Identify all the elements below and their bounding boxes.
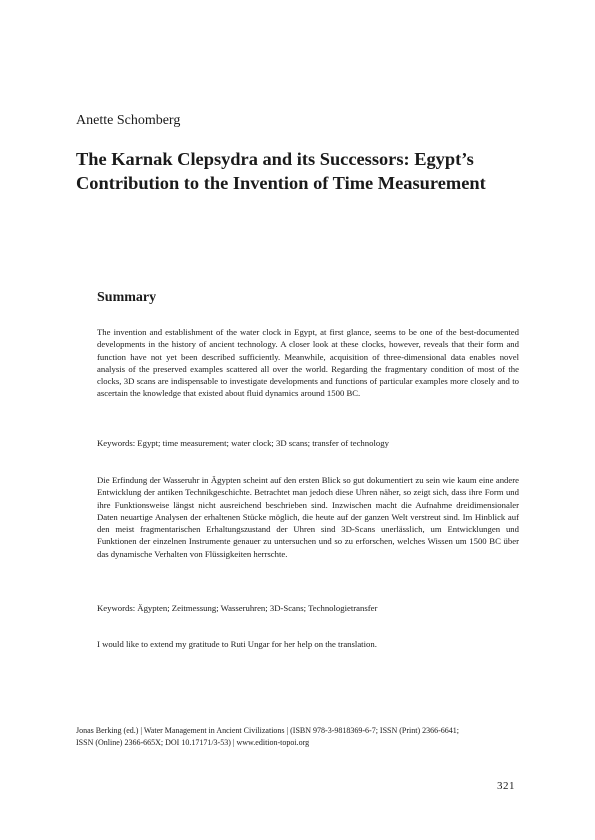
page-number: 321 bbox=[497, 780, 515, 792]
acknowledgement: I would like to extend my gratitude to Ruti Ungar for her help on the translation. bbox=[97, 639, 377, 649]
keywords-english: Keywords: Egypt; time measurement; water clock; 3D scans; transfer of technology bbox=[97, 438, 389, 448]
summary-german: Die Erfindung der Wasseruhr in Ägypten scheint auf den ersten Blick so gut dokumentiert zu sein wie kaum eine andere Entwicklung der antiken Technikgeschichte. Betrachtet man jedoch diese Uhren näher, so zeigt sich, dass ihre Form und ihre Funktionsweise längst nicht ausreichend beschrieben sind. Inzwischen macht die Aufnahme dreidimensionaler Daten neuartige Analysen der erhaltenen Stücke möglich, die heute auf der ganzen Welt verstreut sind. Im Hinblick auf den meist fragmentarischen Erhaltungszustand der Uhren sind 3D-Scans unerlässlich, um Entwicklungen und Funktionen der einzelnen Instrumente genauer zu untersuchen und so zu erforschen, welches Wissen um 1500 BC über das dynamische Verhalten von Flüssigkeiten herrschte. bbox=[97, 475, 519, 559]
article-title: The Karnak Clepsydra and its Successors: Egypt’s Contribution to the Invention of Time Measurement bbox=[76, 149, 486, 193]
summary-english: The invention and establishment of the water clock in Egypt, at first glance, seems to be one of the best-documented developments in the history of ancient technology. A closer look at these clocks, however, reveals that their form and function have not yet been described sufficiently. Meanwhile, acquisition of three-dimensional data enables novel analysis of the preserved examples scattered all over the world. Regarding the fragmentary condition of most of the clocks, 3D scans are indispensable to investigate developments and functions of particular examples more closely and to ascertain the knowledge that existed about fluid dynamics around 1500 BC. bbox=[97, 327, 519, 399]
author-name: Anette Schomberg bbox=[76, 113, 181, 128]
publication-footer: Jonas Berking (ed.) | Water Management in Ancient Civilizations | (ISBN 978-3-9818369-6-7; ISSN (Print) 2366-6641; ISSN (Online) 2366-665X; DOI 10.17171/3-53) | www.edition-topoi.org bbox=[76, 726, 460, 747]
summary-heading: Summary bbox=[97, 290, 157, 305]
keywords-german: Keywords: Ägypten; Zeitmessung; Wasseruhren; 3D-Scans; Technologietransfer bbox=[97, 603, 378, 613]
